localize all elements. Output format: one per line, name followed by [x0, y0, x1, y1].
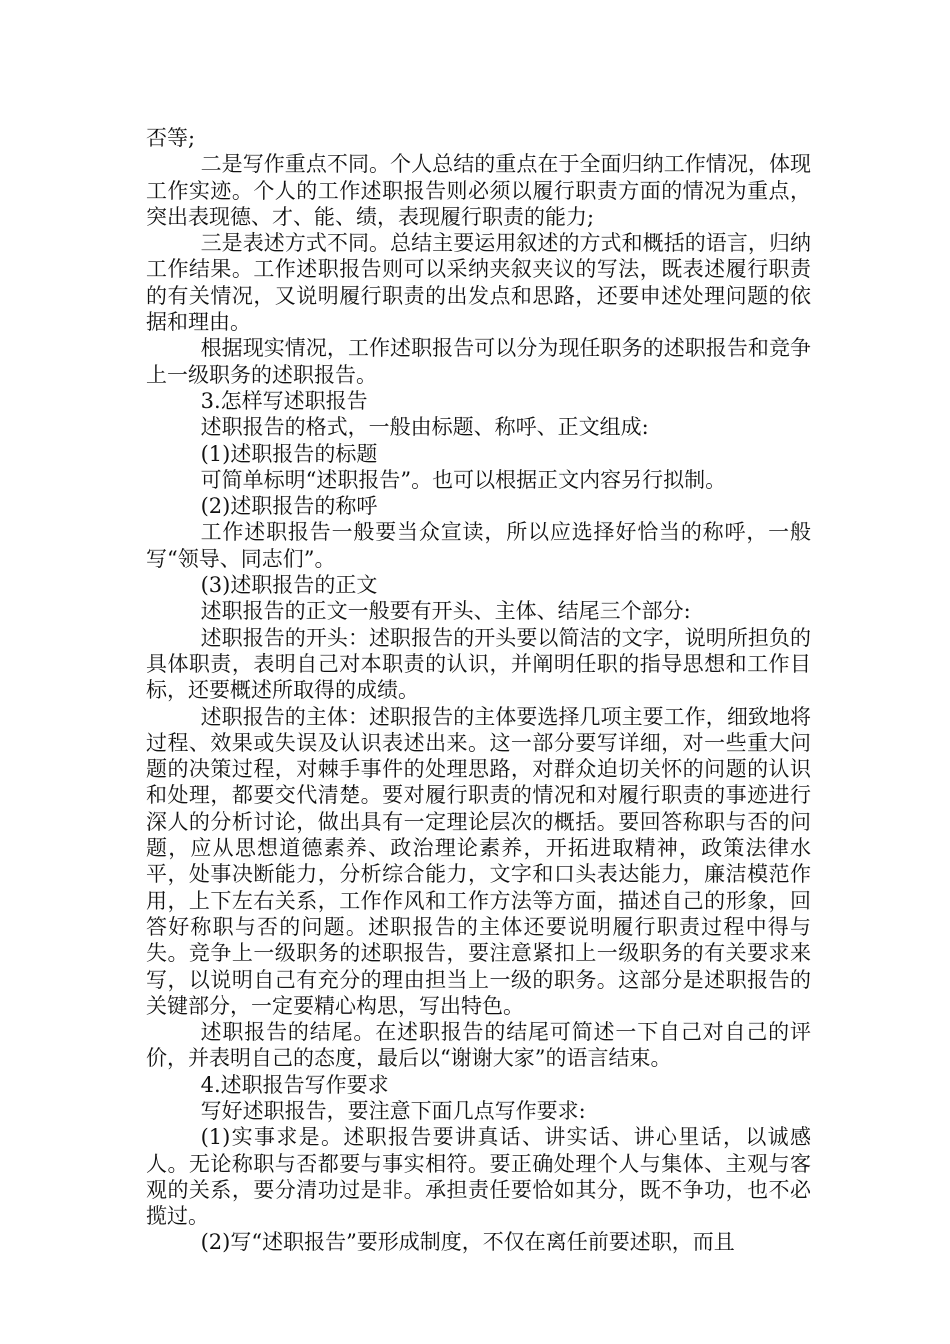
paragraph-11: 述职报告的结尾。在述职报告的结尾可简述一下自己对自己的评价，并表明自己的态度，最后以“谢谢大家”的语言结束。 [146, 1020, 811, 1071]
subheading-2: (2)述职报告的称呼 [200, 494, 378, 519]
paragraph-10: 述职报告的主体：述职报告的主体要选择几项主要工作，细致地将过程、效果或失误及认识表述出来。这一部分要写详细，对一些重大问题的决策过程，对棘手事件的处理思路，对群众迫切关怀的问题的认识和处理，都要交代清楚。要对履行职责的情况和对履行职责的事迹进行深人的分析讨论，做出具有一定理论层次的概括。要回答称职与否的问题，应从思想道德素养、政治理论素养，开拓进取精神，政策法律水平，处事决断能力，分析综合能力，文字和口头表达能力，廉洁模范作用，上下左右关系，工作作风和工作方法等方面，描述自己的形象，回答好称职与否的问题。述职报告的主体还要说明履行职责过程中得与失。竞争上一级职务的述职报告，要注意紧扣上一级职务的有关要求来写，以说明自己有充分的理由担当上一级的职务。这部分是述职报告的关键部分，一定要精心构思，写出特色。 [146, 704, 811, 1018]
paragraph-13: (1)实事求是。述职报告要讲真话、讲实话、讲心里话，以诚感人。无论称职与否都要与事实相符。要正确处理个人与集体、主观与客观的关系，要分清功过是非。承担责任要恰如其分，既不争功，也不必揽过。 [146, 1125, 811, 1229]
paragraph-5: 述职报告的格式，一般由标题、称呼、正文组成: [200, 415, 649, 440]
paragraph-12: 写好述职报告，要注意下面几点写作要求: [200, 1098, 586, 1123]
section-heading-4: 4.述职报告写作要求 [200, 1072, 389, 1097]
paragraph-2: 二是写作重点不同。个人总结的重点在于全面归纳工作情况，体现工作实迹。个人的工作述职报告则必须以履行职责方面的情况为重点，突出表现德、才、能、绩，表现履行职责的能力; [146, 152, 811, 229]
paragraph-14: (2)写“述职报告”要形成制度，不仅在离任前要述职，而且 [200, 1230, 735, 1255]
paragraph-9: 述职报告的开头：述职报告的开头要以简洁的文字，说明所担负的具体职责，表明自己对本职责的认识，并阐明任职的指导思想和工作目标，还要概述所取得的成绩。 [146, 625, 811, 703]
paragraph-8: 述职报告的正文一般要有开头、主体、结尾三个部分: [200, 599, 691, 624]
section-heading-3: 3.怎样写述职报告 [200, 388, 368, 413]
paragraph-7: 工作述职报告一般要当众宣读，所以应选择好恰当的称呼，一般写“领导、同志们”。 [146, 520, 811, 571]
subheading-3: (3)述职报告的正文 [200, 573, 378, 598]
subheading-1: (1)述职报告的标题 [200, 441, 378, 466]
paragraph-4: 根据现实情况，工作述职报告可以分为现任职务的述职报告和竞争上一级职务的述职报告。 [146, 336, 811, 387]
paragraph-6: 可简单标明“述职报告”。也可以根据正文内容另行拟制。 [200, 467, 727, 492]
paragraph-1: 否等; [146, 126, 196, 150]
paragraph-3: 三是表述方式不同。总结主要运用叙述的方式和概括的语言，归纳工作结果。工作述职报告则可以采纳夹叙夹议的写法，既表述履行职责的有关情况，又说明履行职责的出发点和思路，还要申述处理问题的依据和理由。 [146, 231, 811, 335]
document-body [146, 125, 811, 1256]
